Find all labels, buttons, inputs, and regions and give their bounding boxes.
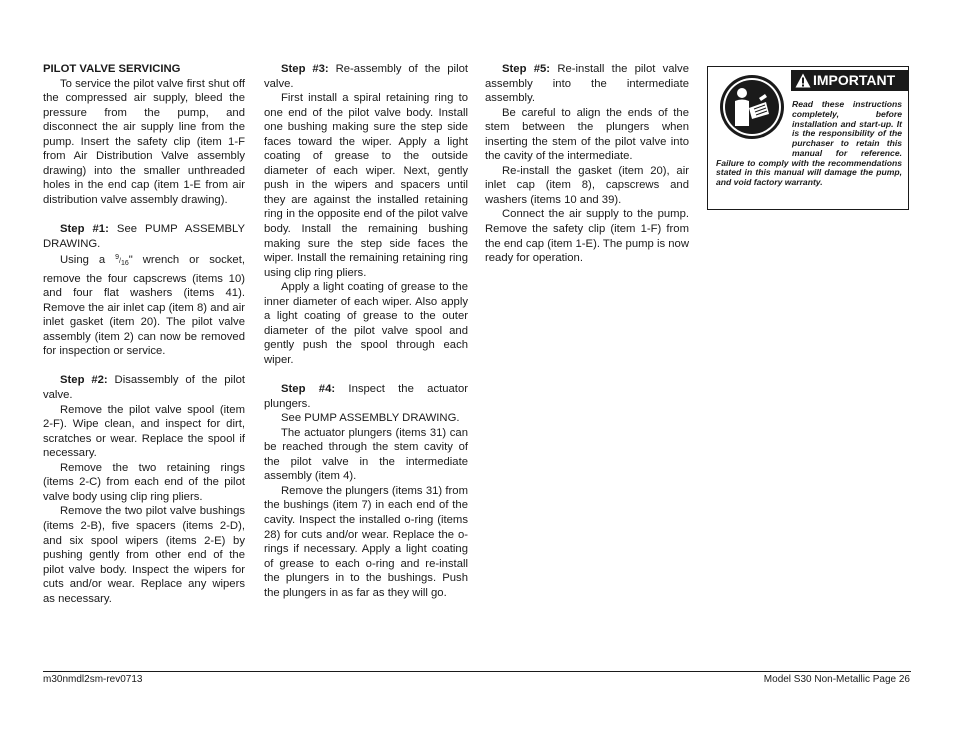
step-5: Step #5: Re-install the pilot valve assembly into the intermediate assembly. xyxy=(485,63,689,105)
step-label: Step #3: xyxy=(281,63,329,75)
step-2: Step #2: Disassembly of the pilot valve. xyxy=(43,374,245,402)
paragraph: Using a $^9/_{16}$" wrench or socket, remove the four capscrews (items 10) and four flat washers (items 41). Remove the air inlet cap (item 8) and air inlet gasket (item 20). The pilot valve assembly (item 2) can now be removed for inspection or service. xyxy=(43,254,245,358)
paragraph: Remove the two pilot valve bushings (items 2-B), five spacers (items 2-D), and six spool wipers (items 2-E) by pushing gently from other end of the pilot valve body. Inspect the wipers for cuts and/or wear. Replace any wipers as necessary. xyxy=(43,505,245,605)
section-heading: PILOT VALVE SERVICING xyxy=(43,63,181,75)
paragraph: Re-install the gasket (item 20), air inlet cap (item 8), capscrews and washers (items 10 and 39). xyxy=(485,164,689,206)
fraction: $^9/_{16}$ xyxy=(115,254,129,268)
important-banner xyxy=(791,70,908,91)
paragraph: To service the pilot valve first shut off the compressed air supply, bleed the pressure from the pump, and disconnect the air supply line from the pump. Insert the safety clip (item 1-F from Air Distribution Valve assembly drawing) into the smaller unthreaded holes in the end cap (item 1-E from air distribution valve assembly drawing). xyxy=(43,77,245,206)
warning-triangle-icon xyxy=(795,73,811,88)
column-1 xyxy=(43,62,245,606)
column-3 xyxy=(485,62,689,266)
footer-rule xyxy=(43,671,911,672)
paragraph: Apply a light coating of grease to the inner diameter of each wiper. Also apply a light coating of grease to the outer diameter of the pilot valve spool and gently push the spool through each wiper. xyxy=(264,281,468,366)
step-label: Step #1: xyxy=(60,223,109,236)
paragraph: Remove the pilot valve spool (item 2-F). Wipe clean, and inspect for dirt, scratches or wear. Replace the spool if necessary. xyxy=(43,403,245,460)
step-label: Step #4: xyxy=(281,383,336,396)
important-text: Read these instructions completely, before installation and start-up. It is the responsibility of the purchaser to retain this manual for reference. Failure to comply with the recommendations stated in this manual will damage the pump, and void factory warranty. xyxy=(716,99,902,187)
paragraph: First install a spiral retaining ring to one end of the pilot valve body. Install one bushing making sure the step side faces toward the wiper. Apply a light coating of grease to the outside diameter of each wiper. Next, gently push in the wipers and spacers until they are against the installed retaining ring in the opposite end of the pilot valve body. Install the remaining bushing making sure the step side faces the wiper. Install the remaining retaining ring using clip ring pliers. xyxy=(264,92,468,279)
page-number: Model S30 Non-Metallic Page 26 xyxy=(763,674,910,685)
step-4: Step #4: Inspect the actuator plungers. xyxy=(264,383,468,410)
paragraph: Be careful to align the ends of the stem between the plungers when inserting the stem of the pilot valve into the cavity of the intermediate. xyxy=(485,106,689,163)
step-3: Step #3: Re-assembly of the pilot valve. xyxy=(264,63,468,90)
paragraph: Remove the two retaining rings (items 2-C) from each end of the pilot valve body using clip ring pliers. xyxy=(43,461,245,503)
important-notice xyxy=(707,66,909,210)
step-label: Step #2: xyxy=(60,374,108,387)
column-2 xyxy=(264,62,468,600)
important-label: IMPORTANT xyxy=(813,72,896,88)
paragraph: The actuator plungers (items 31) can be reached through the stem cavity of the pilot valve in the intermediate assembly (item 4). xyxy=(264,426,468,483)
step-label: Step #5: xyxy=(502,63,551,75)
document-code: m30nmdl2sm-rev0713 xyxy=(43,674,143,685)
paragraph: Remove the plungers (items 31) from the bushings (item 7) in each end of the cavity. Inspect the installed o-ring (items 28) for cuts and/or wear. Replace the o-rings if necessary. Apply a light coating of grease to each o-ring and re-install the plungers in to the bushings. Push the plungers in as far as they will go. xyxy=(264,484,468,599)
paragraph: Connect the air supply to the pump. Remove the safety clip (item 1-F) from the end cap (item 1-E). The pump is now ready for operation. xyxy=(485,208,689,265)
step-1: Step #1: See PUMP ASSEMBLY DRAWING. xyxy=(43,223,245,250)
paragraph: See PUMP ASSEMBLY DRAWING. xyxy=(281,412,460,425)
